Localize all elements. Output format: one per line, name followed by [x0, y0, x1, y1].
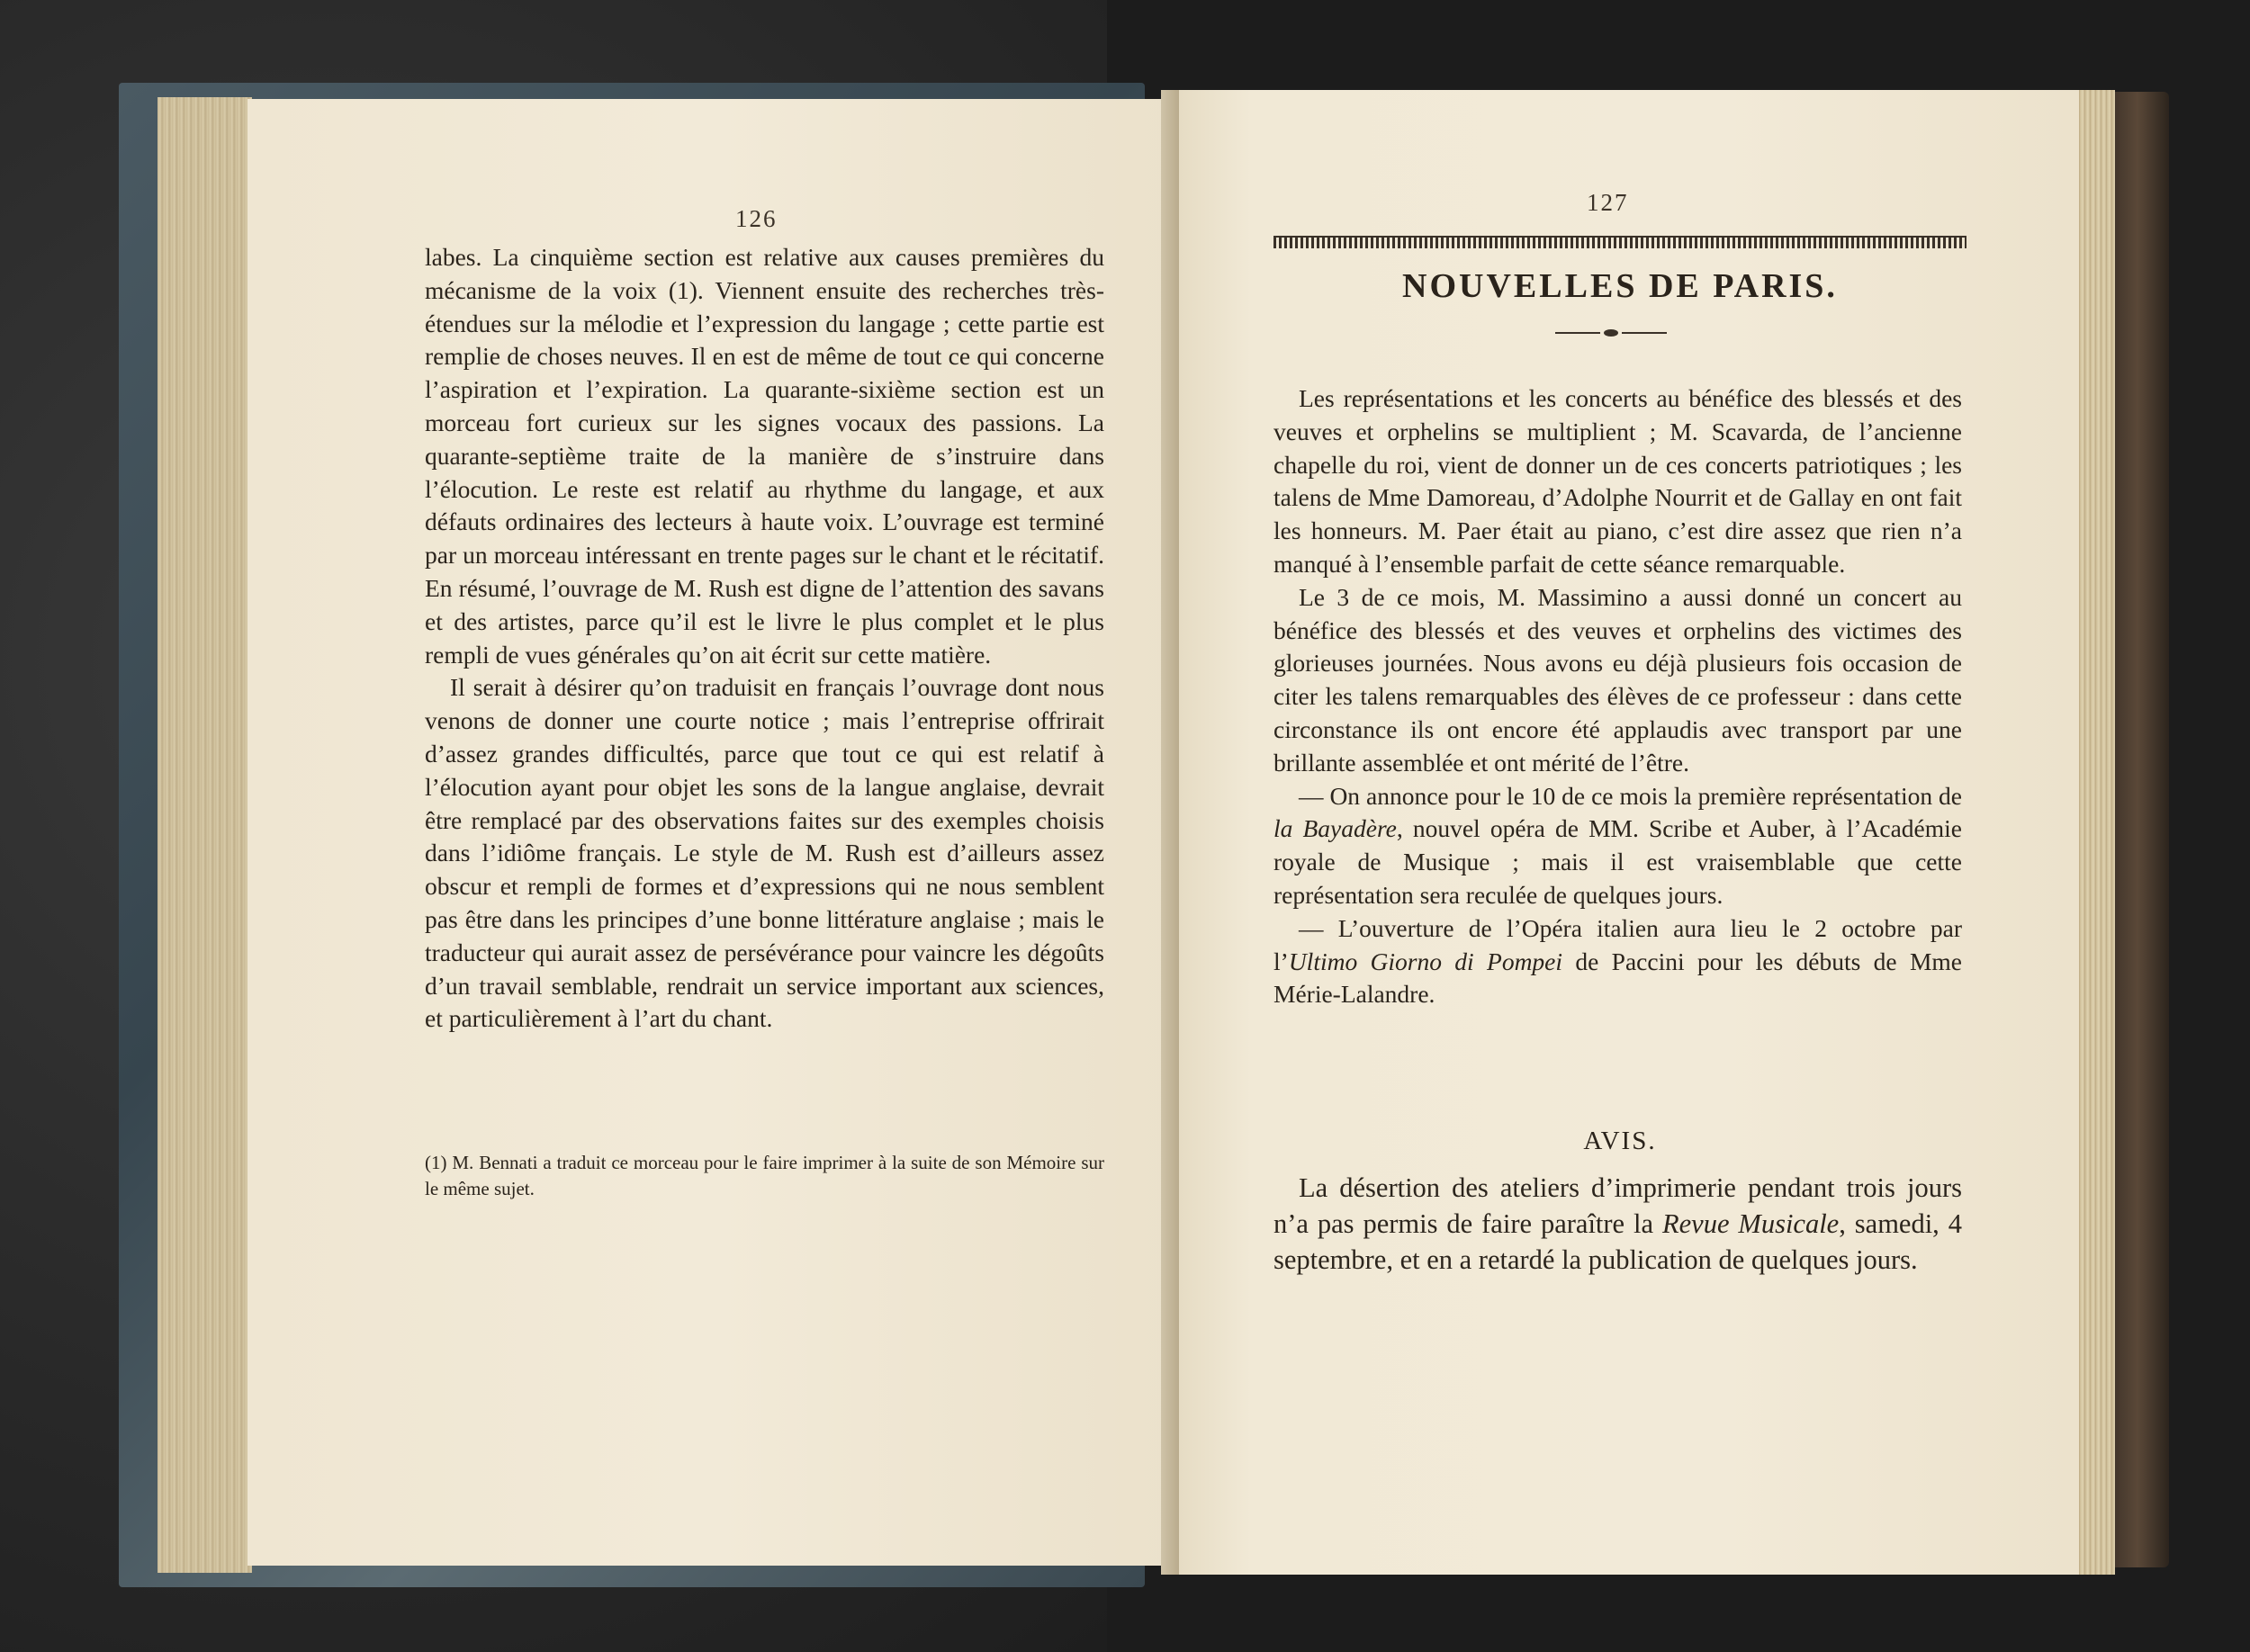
- section-heading: NOUVELLES DE PARIS.: [1402, 267, 1838, 305]
- paragraph: [1274, 912, 1962, 1011]
- page-number: 126: [735, 205, 778, 232]
- page-edges-left: [158, 97, 252, 1573]
- paragraph: [1274, 1170, 1962, 1278]
- ornament-dash: [1552, 326, 1670, 340]
- italic-title: Revue Musicale: [1661, 1208, 1840, 1239]
- page-edges-right: [2074, 90, 2115, 1575]
- paragraph: Le 3 de ce mois, M. Massimino a aussi donné un concert au bénéfice des blessés et des veuves et orphelins des victimes des glorieuses journées. Nous avons eu déjà plusieurs fois occasion de citer les talens remarquables des élèves de ce professeur : dans cette circonstance ils ont encore été applaudis avec transport par une brillante assemblée et ont mérité de l’être.: [1274, 582, 1962, 777]
- subheading: AVIS.: [1583, 1127, 1657, 1155]
- paragraph: [1274, 780, 1962, 912]
- text-run: — On annonce pour le 10 de ce mois la première représentation de: [1299, 781, 1962, 810]
- body-text: [1274, 382, 1962, 1011]
- paragraph: labes. La cinquième section est relative aux causes premières du mécanisme de la voix (1). Viennent ensuite des recherches très-étendues sur la mélodie et l’expression du langage ; cette partie est remplie de choses neuves. Il en est de même de tout ce qui concerne l’aspiration et l’expiration. La quarante-sixième section est un morceau fort curieux sur les signes vocaux des passions. La quarante-septième traite de la manière de s’instruire dans l’élocution. Le reste est relatif au rhythme du langage, et aux défauts ordinaires des lecteurs à haute voix. L’ouvrage est terminé par un morceau intéressant en trente pages sur le chant et le récitatif. En résumé, l’ouvrage de M. Rush est digne de l’attention des savans et des artistes, parce qu’il est le livre le plus complet et le plus rempli de vues générales qu’on ait écrit sur cette matière.: [425, 243, 1104, 669]
- paragraph: Il serait à désirer qu’on traduisit en français l’ouvrage dont nous venons de donner une courte notice ; mais l’entreprise offrirait d’assez grandes difficultés, parce que tout ce qui est relatif à l’élocution ayant pour objet les sons de la langue anglaise, devrait être remplacé par des observations faites sur des exemples choisis dans l’idiôme français. Le style de M. Rush est d’ailleurs assez obscur et rempli de formes et d’expressions qui ne nous semblent pas être dans les principes d’une bonne littérature anglaise ; mais le traducteur qui aurait assez de persévérance pour vaincre les dégoûts d’un travail semblable, rendrait un service important aux sciences, et particulièrement à l’art du chant.: [425, 673, 1104, 1033]
- left-page: [248, 99, 1174, 1566]
- footnote: (1) M. Bennati a traduit ce morceau pour le faire imprimer à la suite de son Mémoire sur le même sujet.: [425, 1152, 1104, 1199]
- book-cover-right: [2106, 92, 2169, 1567]
- italic-title: Ultimo Giorno di Pompei: [1288, 947, 1563, 975]
- ornamental-rule: [1274, 236, 1966, 248]
- text-run: , samedi, 4 septembre, et en a retardé la publication de quelques jours.: [1274, 1208, 1962, 1275]
- right-page: [1179, 90, 2079, 1575]
- text-run: , nouvel opéra de MM. Scribe et Auber, à l’Académie royale de Musique ; mais il est vraisemblable que cette représentation sera reculée de quelques jours.: [1274, 814, 1962, 909]
- notice-text: [1274, 1170, 1962, 1278]
- italic-title: la Bayadère: [1274, 814, 1397, 843]
- text-run: La désertion des ateliers d’imprimerie pendant trois jours n’a pas permis de faire paraître la: [1274, 1172, 1962, 1239]
- text-run: — L’ouverture de l’Opéra italien aura lieu le 2 octobre par l’: [1274, 913, 1962, 975]
- text-run: de Paccini pour les débuts de Mme Mérie-Lalandre.: [1274, 947, 1962, 1009]
- paragraph: Les représentations et les concerts au bénéfice des blessés et des veuves et orphelins se multiplient ; M. Scavarda, de l’ancienne chapelle du roi, vient de donner un de ces concerts patriotiques ; les talens de Mme Damoreau, d’Adolphe Nourrit et de Gallay en ont fait les honneurs. M. Paer était au piano, c’est dire assez que rien n’a manqué à l’ensemble parfait de cette séance remarquable.: [1274, 384, 1962, 578]
- body-text: [425, 241, 1104, 1036]
- page-number: 127: [1587, 189, 1629, 216]
